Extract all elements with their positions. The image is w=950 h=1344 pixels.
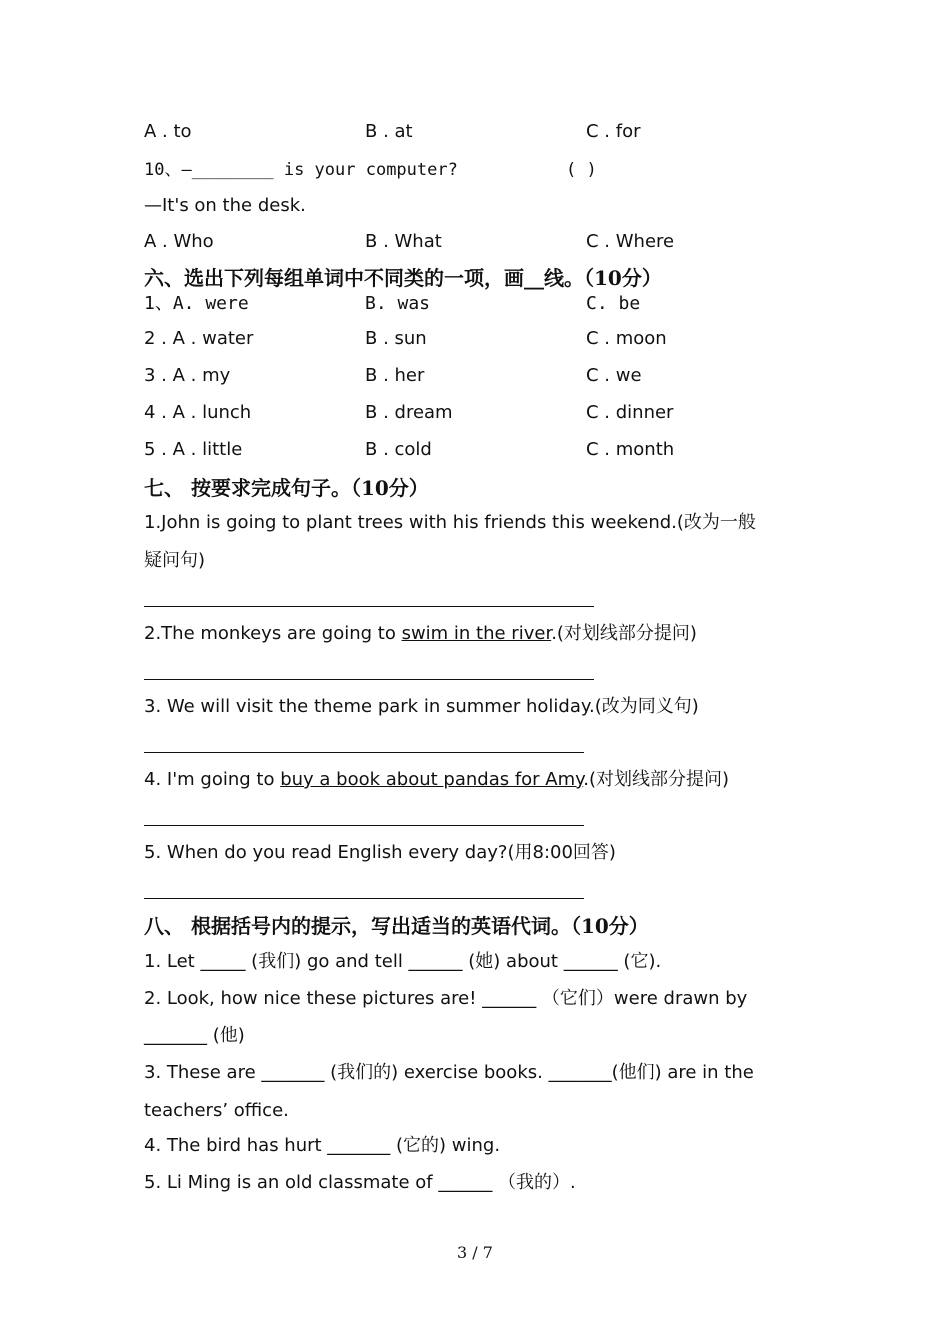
s7-q3-answer-line[interactable] bbox=[144, 752, 584, 753]
q9-option-b: B . at bbox=[365, 121, 413, 142]
s7-q2-answer-line[interactable] bbox=[144, 679, 594, 680]
s6-row2-c: C . moon bbox=[586, 328, 667, 349]
s8-line3: _______ (他) bbox=[144, 1025, 245, 1046]
s8-line6: 4. The bird has hurt _______ (它的) wing. bbox=[144, 1135, 501, 1156]
section6-row bbox=[144, 401, 844, 425]
section6-row bbox=[144, 438, 844, 462]
q10-option-b: B . What bbox=[365, 231, 442, 252]
q10-question: 10、—________ is your computer? bbox=[144, 160, 458, 180]
q9-option-a: A . to bbox=[144, 121, 192, 142]
s8-line7: 5. Li Ming is an old classmate of ______ （我的）. bbox=[144, 1172, 576, 1193]
s7-q5: 5. When do you read English every day?(用8:00回答) bbox=[144, 842, 616, 863]
q9-options bbox=[144, 120, 844, 144]
s8-line2: 2. Look, how nice these pictures are! ______ （它们）were drawn by bbox=[144, 988, 748, 1009]
section6-row bbox=[144, 292, 844, 316]
section7-title: 七、 按要求完成句子。（10分） bbox=[144, 476, 429, 500]
s7-q4-underlined: buy a book about pandas for Amy bbox=[280, 769, 584, 790]
s6-row4-c: C . dinner bbox=[586, 402, 674, 423]
s6-row4-b: B . dream bbox=[365, 402, 453, 423]
s7-q2: 2.The monkeys are going to swim in the river.(对划线部分提问) bbox=[144, 623, 697, 644]
s8-line4: 3. These are _______ (我们的) exercise books. _______(他们) are in the bbox=[144, 1062, 754, 1083]
s6-row5-b: B . cold bbox=[365, 439, 432, 460]
s6-row5-a: 5 . A . little bbox=[144, 439, 243, 460]
q10-option-c: C . Where bbox=[586, 231, 675, 252]
section6-row bbox=[144, 364, 844, 388]
s6-row2-a: 2 . A . water bbox=[144, 328, 254, 349]
s6-row3-c: C . we bbox=[586, 365, 642, 386]
s6-row3-a: 3 . A . my bbox=[144, 365, 231, 386]
s6-row2-b: B . sun bbox=[365, 328, 427, 349]
q10-reply: —It's on the desk. bbox=[144, 195, 306, 216]
s6-row5-c: C . month bbox=[586, 439, 675, 460]
s7-q4-answer-line[interactable] bbox=[144, 825, 584, 826]
s6-row1-a: 1、A. were bbox=[144, 293, 249, 314]
q10-option-a: A . Who bbox=[144, 231, 214, 252]
section6-title: 六、选出下列每组单词中不同类的一项，画__线。（10分） bbox=[144, 266, 662, 290]
s7-q2-underlined: swim in the river bbox=[401, 623, 552, 644]
s7-q4: 4. I'm going to buy a book about pandas for Amy.(对划线部分提问) bbox=[144, 769, 730, 790]
s6-row4-a: 4 . A . lunch bbox=[144, 402, 252, 423]
s7-q1-line1: 1.John is going to plant trees with his friends this weekend.(改为一般 bbox=[144, 512, 756, 533]
section8-title: 八、 根据括号内的提示，写出适当的英语代词。（10分） bbox=[144, 914, 649, 938]
page-number: 3 / 7 bbox=[457, 1243, 493, 1262]
s7-q1-answer-line[interactable] bbox=[144, 606, 594, 607]
s8-line5: teachers’ office. bbox=[144, 1100, 289, 1121]
q10-answer-paren: ( ) bbox=[566, 160, 597, 180]
section6-row bbox=[144, 327, 844, 351]
s7-q5-answer-line[interactable] bbox=[144, 898, 584, 899]
s6-row3-b: B . her bbox=[365, 365, 425, 386]
q10-options bbox=[144, 230, 844, 254]
s6-row1-b: B. was bbox=[365, 293, 431, 314]
s7-q1-line2: 疑问句) bbox=[144, 550, 206, 571]
s7-q3: 3. We will visit the theme park in summer holiday.(改为同义句) bbox=[144, 696, 699, 717]
s8-line1: 1. Let _____ (我们) go and tell ______ (她) about ______ (它). bbox=[144, 951, 662, 972]
s6-row1-c: C. be bbox=[586, 293, 641, 314]
q9-option-c: C . for bbox=[586, 121, 641, 142]
